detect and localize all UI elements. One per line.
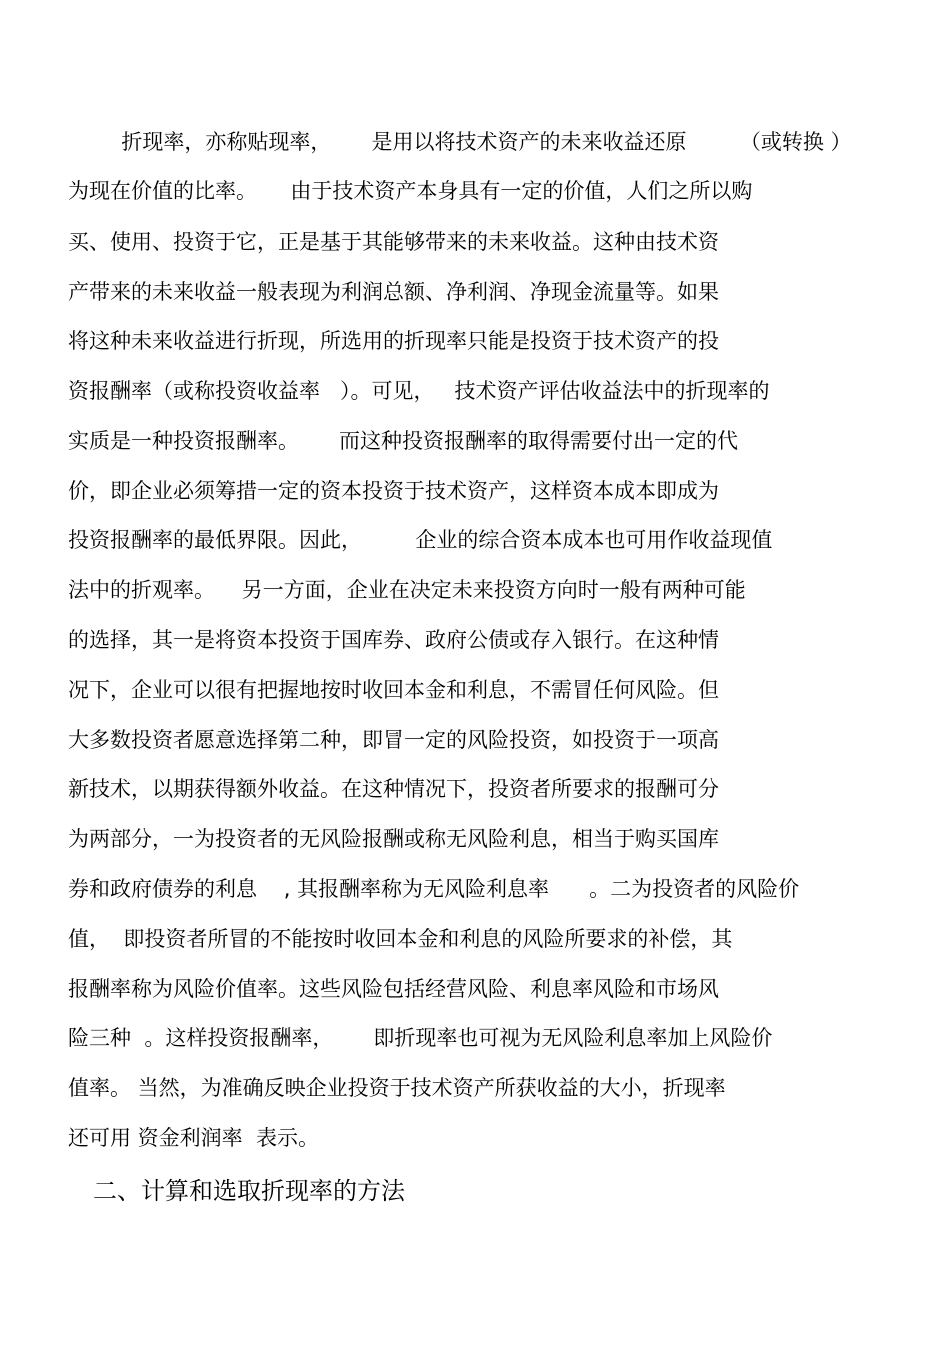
- paragraph-line: 报酬率称为风险价值率。这些风险包括经营风险、利息率风险和市场风: [68, 977, 719, 1001]
- paragraph-line: 折现率，亦称贴现率， 是用以将技术资产的未来收益还原 （或转换 ）: [68, 130, 852, 154]
- paragraph-line: 价，即企业必须筹措一定的资本投资于技术资产，这样资本成本即成为: [68, 479, 719, 503]
- paragraph-line: 将这种未来收益进行折现，所选用的折现率只能是投资于技术资产的投: [68, 329, 719, 353]
- paragraph-line: 新技术，以期获得额外收益。在这种情况下，投资者所要求的报酬可分: [68, 777, 719, 801]
- paragraph-line: 产带来的未来收益一般表现为利润总额、净利润、净现金流量等。如果: [68, 280, 719, 304]
- paragraph-line: 投资报酬率的最低界限。因此， 企业的综合资本成本也可用作收益现值: [68, 528, 773, 552]
- paragraph-line: 券和政府债券的利息 , 其报酬率称为无风险利息率 。二为投资者的风险价: [68, 877, 800, 901]
- paragraph-line: 买、使用、投资于它，正是基于其能够带来的未来收益。这种由技术资: [68, 230, 719, 254]
- section-heading: 二、计算和选取折现率的方法: [93, 1177, 405, 1205]
- paragraph-line: 资报酬率（或称投资收益率 ）。可见， 技术资产评估收益法中的折现率的: [68, 379, 770, 403]
- paragraph-line: 为两部分，一为投资者的无风险报酬或称无风险利息，相当于购买国库: [68, 827, 719, 851]
- paragraph-line: 险三种 。这样投资报酬率， 即折现率也可视为无风险利息率加上风险价: [68, 1026, 773, 1050]
- paragraph-line: 的选择，其一是将资本投资于国库券、政府公债或存入银行。在这种情: [68, 628, 719, 652]
- paragraph-line: 值率。 当然，为准确反映企业投资于技术资产所获收益的大小，折现率: [68, 1076, 726, 1100]
- paragraph-line: 为现在价值的比率。 由于技术资产本身具有一定的价值，人们之所以购: [68, 179, 753, 203]
- paragraph-line: 实质是一种投资报酬率。 而这种投资报酬率的取得需要付出一定的代: [68, 429, 739, 453]
- paragraph-line: 法中的折观率。 另一方面，企业在决定未来投资方向时一般有两种可能: [68, 578, 746, 602]
- paragraph-line: 大多数投资者愿意选择第二种，即冒一定的风险投资，如投资于一项高: [68, 728, 719, 752]
- paragraph-line: 况下，企业可以很有把握地按时收回本金和利息，不需冒任何风险。但: [68, 678, 719, 702]
- paragraph-line: 值， 即投资者所冒的不能按时收回本金和利息的风险所要求的补偿，其: [68, 927, 733, 951]
- paragraph-line: 还可用 资金利润率 表示。: [68, 1126, 320, 1150]
